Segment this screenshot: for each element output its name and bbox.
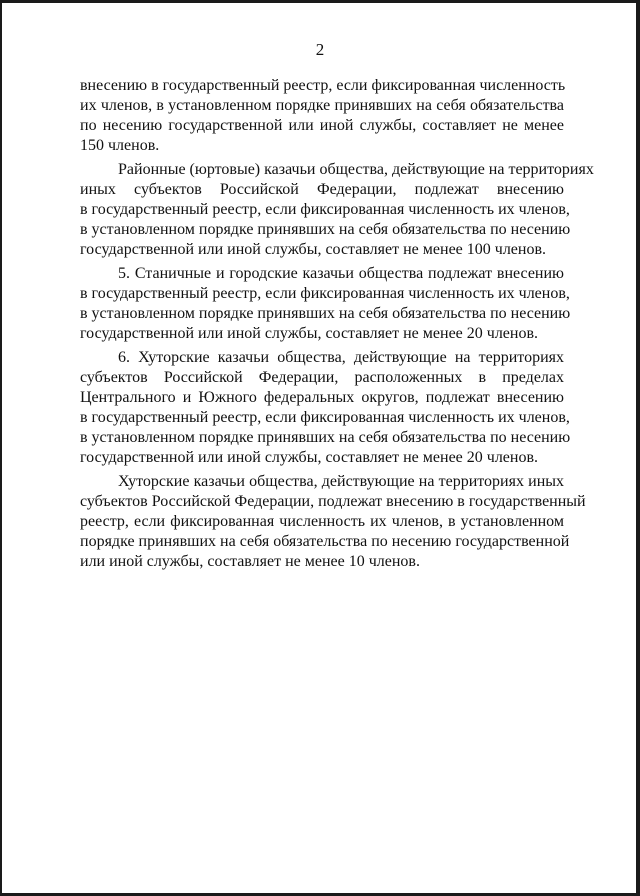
text-line: иных субъектов Российской Федерации, подлежат внесению	[80, 181, 564, 198]
text-line: в государственный реестр, если фиксированная численность их членов,	[80, 201, 570, 218]
text-line: или иной службы, составляет не менее 10 членов.	[80, 553, 420, 570]
text-line: 150 членов.	[80, 137, 160, 154]
text-line: Районные (юртовые) казачьи общества, действующие на территориях	[118, 161, 594, 178]
paragraph	[80, 348, 571, 468]
paragraph	[80, 472, 586, 572]
paragraph	[80, 160, 594, 260]
text-line: по несению государственной или иной службы, составляет не менее	[80, 117, 564, 134]
text-line: в государственный реестр, если фиксированная численность их членов,	[80, 409, 570, 426]
text-line: их членов, в установленном порядке принявших на себя обязательства	[80, 97, 564, 114]
scan-edge-right	[636, 0, 640, 896]
text-line: Центрального и Южного федеральных округов, подлежат внесению	[80, 389, 564, 406]
text-line: субъектов Российской Федерации, подлежат внесению в государственный	[80, 493, 586, 510]
text-line: субъектов Российской Федерации, расположенных в пределах	[80, 369, 564, 386]
text-line: государственной или иной службы, составляет не менее 100 членов.	[80, 241, 547, 258]
text-line: в установленном порядке принявших на себя обязательства по несению	[80, 429, 571, 446]
text-line: 6. Хуторские казачьи общества, действующие на территориях	[118, 349, 564, 366]
text-line: 5. Станичные и городские казачьи общества подлежат внесению	[118, 265, 564, 282]
scan-edge-top	[0, 0, 640, 3]
text-line: порядке принявших на себя обязательства по несению государственной	[80, 533, 570, 550]
text-line: государственной или иной службы, составляет не менее 20 членов.	[80, 325, 539, 342]
text-line: в государственный реестр, если фиксированная численность их членов,	[80, 285, 570, 302]
paragraph	[80, 264, 571, 344]
text-line: в установленном порядке принявших на себя обязательства по несению	[80, 221, 571, 238]
text-line: Хуторские казачьи общества, действующие на территориях иных	[118, 473, 564, 490]
text-line: внесению в государственный реестр, если фиксированная численность	[80, 77, 566, 94]
text-line: в установленном порядке принявших на себя обязательства по несению	[80, 305, 571, 322]
paragraph	[80, 76, 564, 156]
text-line: государственной или иной службы, составляет не менее 20 членов.	[80, 449, 539, 466]
document-body	[80, 76, 594, 572]
text-line: реестр, если фиксированная численность их членов, в установленном	[80, 513, 564, 530]
page-number: 2	[315, 40, 325, 59]
scan-edge-left	[0, 0, 2, 896]
